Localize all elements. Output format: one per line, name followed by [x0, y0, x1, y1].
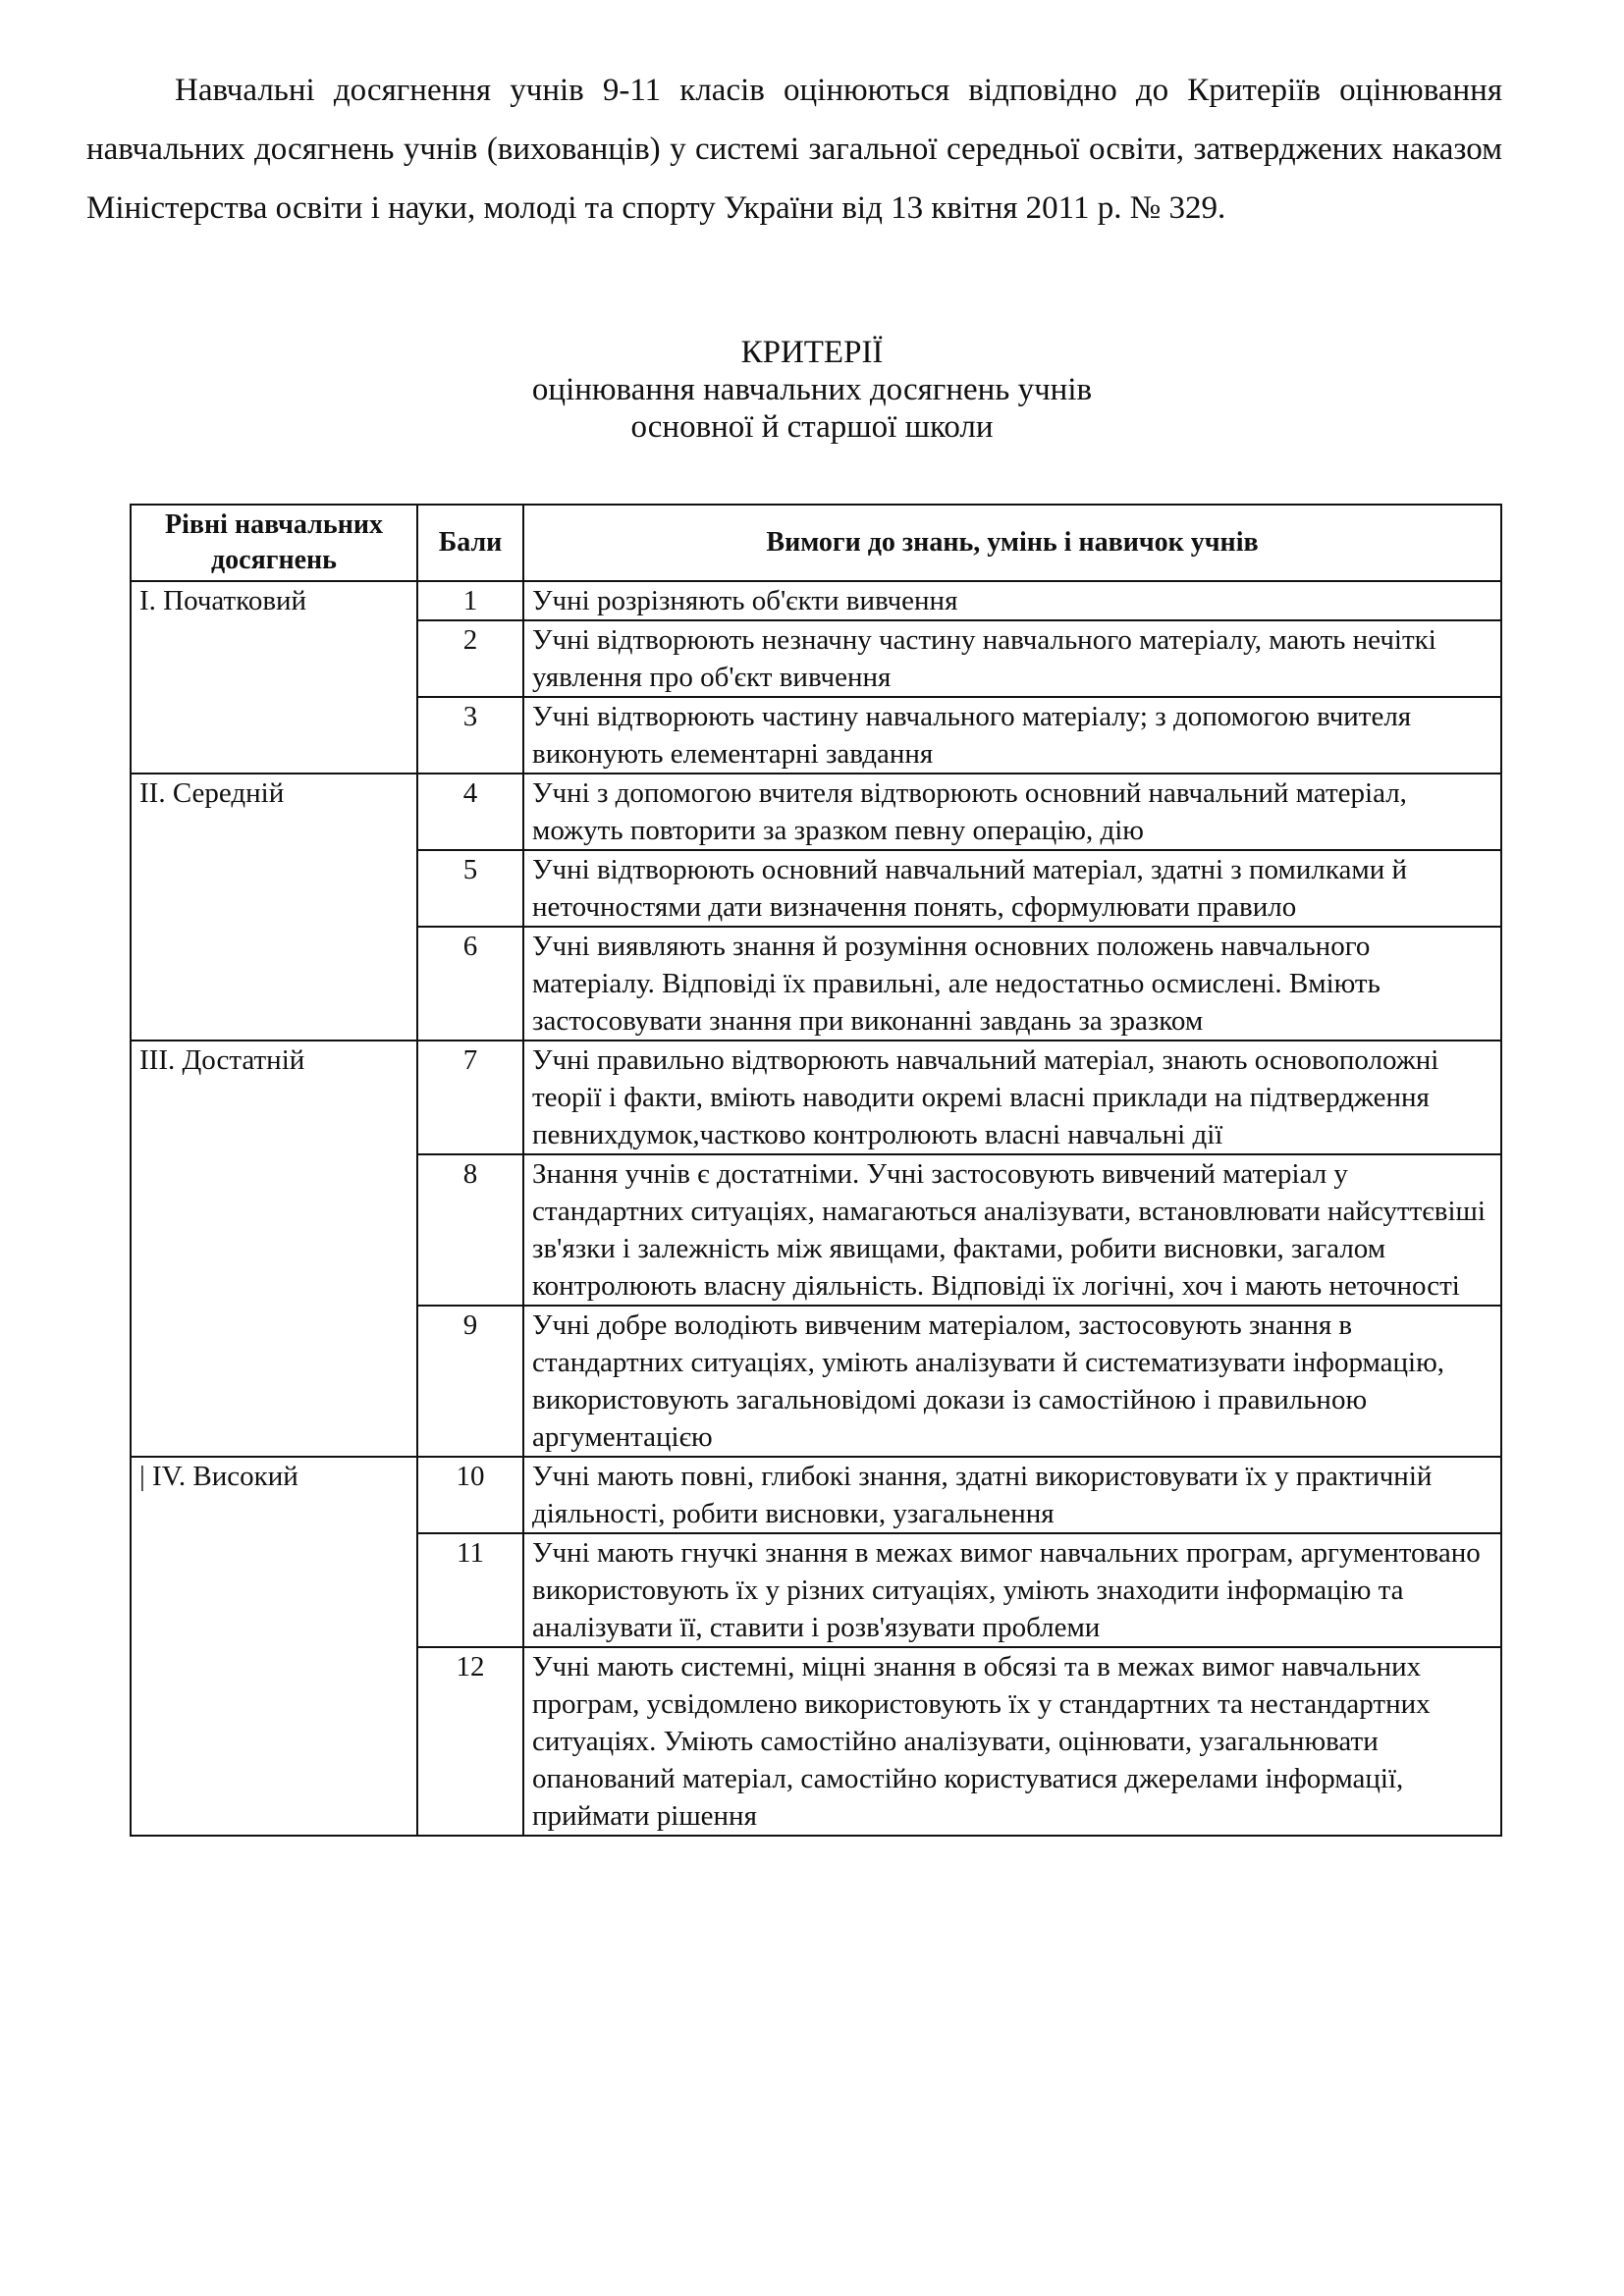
score-cell: 11	[417, 1533, 523, 1647]
table-row	[131, 1457, 1501, 1533]
score-cell: 5	[417, 850, 523, 927]
score-cell: 4	[417, 774, 523, 850]
header-levels: Рівні навчальних досягнень	[131, 505, 417, 581]
criteria-table	[130, 504, 1502, 1837]
score-cell: 2	[417, 620, 523, 697]
table-row	[131, 1041, 1501, 1154]
score-cell: 6	[417, 927, 523, 1041]
level-name: | IV. Високий	[131, 1457, 417, 1836]
header-requirements: Вимоги до знань, умінь і навичок учнів	[523, 505, 1501, 581]
requirement-cell: Учні відтворюють частину навчального матеріалу; з допомогою вчителя виконують елементарні завдання	[523, 697, 1501, 774]
requirement-cell: Учні виявляють знання й розуміння основних положень навчального матеріалу. Відповіді їх правильні, але недостатньо осмислені. Вміють застосовувати знання при виконанні завдань за зразком	[523, 927, 1501, 1041]
title-line-1: КРИТЕРІЇ	[740, 335, 884, 370]
score-cell: 9	[417, 1306, 523, 1457]
requirement-cell: Учні мають гнучкі знання в межах вимог навчальних програм, аргументовано використовують їх у різних ситуаціях, уміють знаходити інформацію та аналізувати її, ставити і розв'язувати проблеми	[523, 1533, 1501, 1647]
title-line-3: основної й старшої школи	[630, 409, 994, 445]
requirement-cell: Учні відтворюють незначну частину навчального матеріалу, мають нечіткі уявлення про об'єкт вивчення	[523, 620, 1501, 697]
requirement-cell: Учні з допомогою вчителя відтворюють основний навчальний матеріал, можуть повторити за зразком певну операцію, дію	[523, 774, 1501, 850]
score-cell: 7	[417, 1041, 523, 1154]
level-name: ІІІ. Достатній	[131, 1041, 417, 1457]
score-cell: 8	[417, 1154, 523, 1306]
requirement-cell: Учні мають системні, міцні знання в обсязі та в межах вимог навчальних програм, усвідомлено використовують їх у стандартних та нестандартних ситуаціях. Уміють самостійно аналізувати, оцінювати, узагальнювати опанований матеріал, самостійно користуватися джерелами інформації, приймати рішення	[523, 1647, 1501, 1836]
level-name: І. Початковий	[131, 581, 417, 774]
requirement-cell: Знання учнів є достатніми. Учні застосовують вивчений матеріал у стандартних ситуаціях, намагаються аналізувати, встановлювати найсуттєвіші зв'язки і залежність між явищами, фактами, робити висновки, загалом контролюють власну діяльність. Відповіді їх логічні, хоч і мають неточності	[523, 1154, 1501, 1306]
table-row	[131, 774, 1501, 850]
title-line-2: оцінювання навчальних досягнень учнів	[531, 372, 1093, 407]
table-row	[131, 581, 1501, 620]
criteria-title	[0, 334, 1624, 446]
requirement-cell: Учні мають повні, глибокі знання, здатні використовувати їх у практичній діяльності, робити висновки, узагальнення	[523, 1457, 1501, 1533]
requirement-cell: Учні правильно відтворюють навчальний матеріал, знають основоположні теорії і факти, вміють наводити окремі власні приклади на підтвердження певнихдумок,частково контролюють власні навчальні дії	[523, 1041, 1501, 1154]
score-cell: 12	[417, 1647, 523, 1836]
table-header-row	[131, 505, 1501, 581]
requirement-cell: Учні добре володіють вивченим матеріалом, застосовують знання в стандартних ситуаціях, уміють аналізувати й систематизувати інформацію, використовують загальновідомі докази із самостійною і правильною аргументацією	[523, 1306, 1501, 1457]
header-scores: Бали	[417, 505, 523, 581]
score-cell: 10	[417, 1457, 523, 1533]
intro-paragraph: Навчальні досягнення учнів 9-11 класів оцінюються відповідно до Критеріїв оцінювання навчальних досягнень учнів (вихованців) у системі загальної середньої освіти, затверджених наказом Міністерства освіти і науки, молоді та спорту України від 13 квітня 2011 р. № 329.	[86, 73, 1502, 226]
score-cell: 3	[417, 697, 523, 774]
score-cell: 1	[417, 581, 523, 620]
requirement-cell: Учні розрізняють об'єкти вивчення	[523, 581, 1501, 620]
level-name: ІІ. Середній	[131, 774, 417, 1041]
requirement-cell: Учні відтворюють основний навчальний матеріал, здатні з помилками й неточностями дати визначення понять, сформулювати правило	[523, 850, 1501, 927]
